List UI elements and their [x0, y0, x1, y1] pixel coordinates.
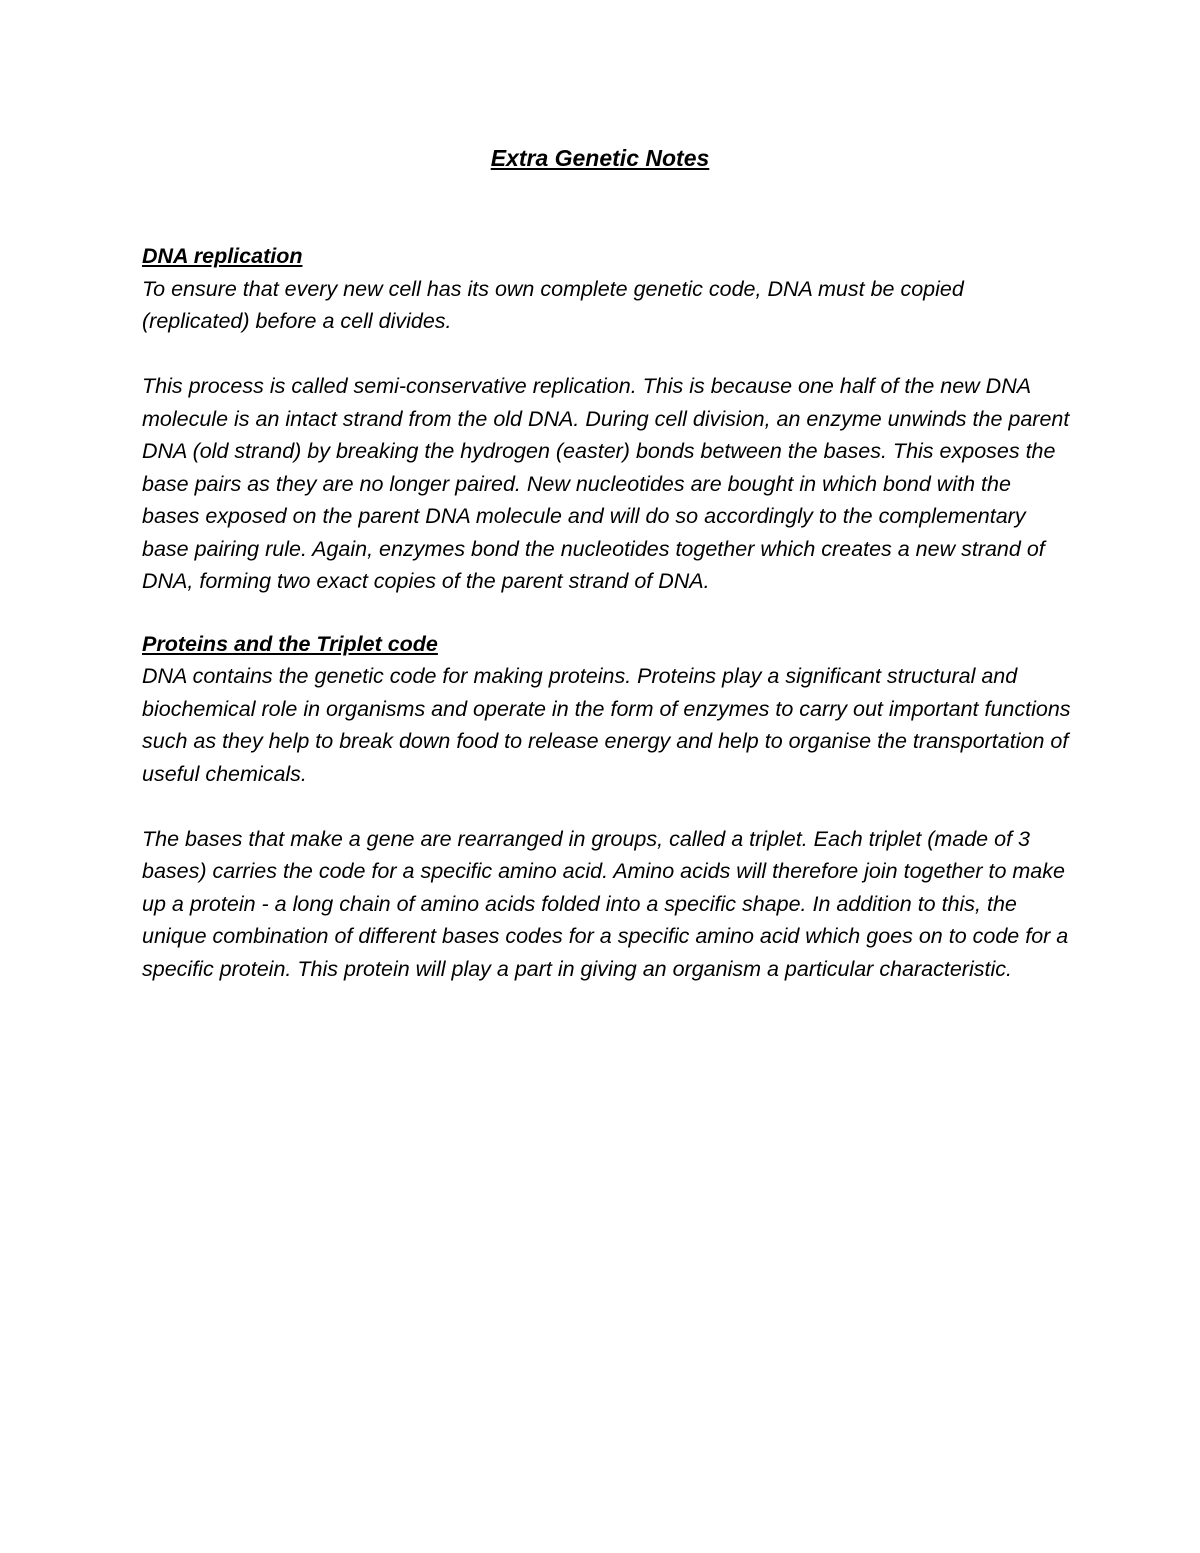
paragraph-gap: [142, 338, 1072, 371]
paragraph: The bases that make a gene are rearranged in groups, called a triplet. Each triplet (made of 3 bases) carries the code for a specific amino acid. Amino acids will therefore join together to make up a protein - a long chain of amino acids folded into a specific shape. In addition to this, the unique combination of different bases codes for a specific amino acid which goes on to code for a specific protein. This protein will play a part in giving an organism a particular characteristic.: [142, 826, 1069, 981]
paragraph-gap: [142, 790, 1072, 823]
paragraph: DNA contains the genetic code for making proteins. Proteins play a significant structural and biochemical role in organisms and operate in the form of enzymes to carry out important functions such as they help to break down food to release energy and help to organise the transportation of useful chemicals.: [142, 664, 1071, 786]
section-proteins-triplet-code: [142, 628, 1072, 986]
paragraph: This process is called semi-conservative replication. This is because one half of the new DNA molecule is an intact strand from the old DNA. During cell division, an enzyme unwinds the parent DNA (old strand) by breaking the hydrogen (easter) bonds between the bases. This exposes the base pairs as they are no longer paired. New nucleotides are bought in which bond with the bases exposed on the parent DNA molecule and will do so accordingly to the complementary base pairing rule. Again, enzymes bond the nucleotides together which creates a new strand of DNA, forming two exact copies of the parent strand of DNA.: [142, 374, 1070, 593]
section-dna-replication: [142, 240, 1072, 598]
section-gap: [142, 598, 1072, 628]
paragraph: To ensure that every new cell has its own complete genetic code, DNA must be copied (replicated) before a cell divides.: [142, 276, 964, 333]
section-heading: Proteins and the Triplet code: [142, 631, 438, 656]
document-title: Extra Genetic Notes: [490, 145, 710, 171]
document-body: [142, 240, 1072, 985]
section-heading: DNA replication: [142, 244, 303, 268]
